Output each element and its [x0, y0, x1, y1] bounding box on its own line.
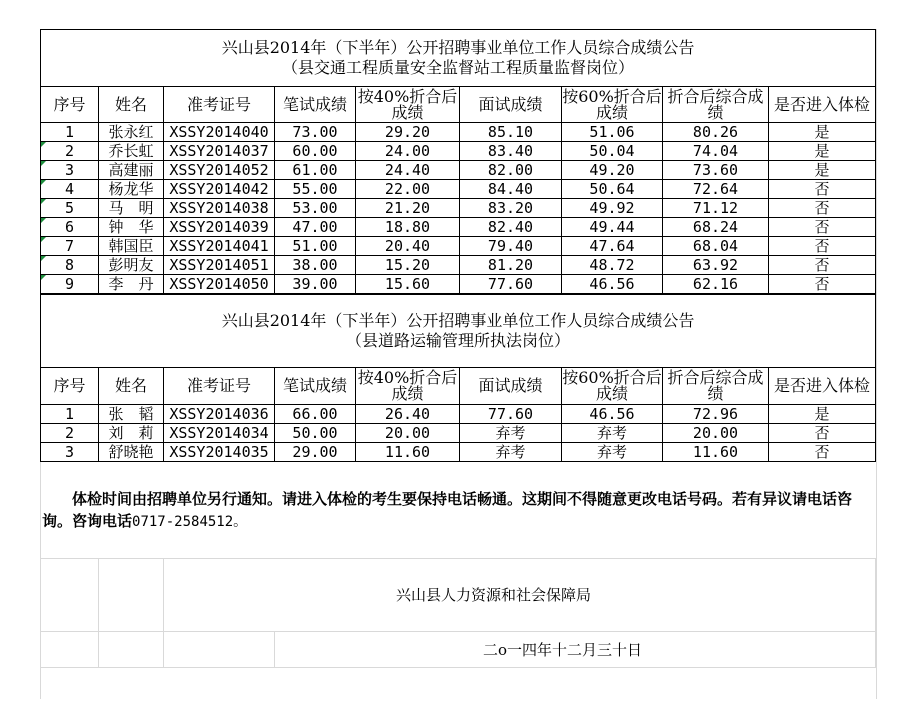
cell-physical-exam[interactable]: 是	[769, 161, 876, 180]
cell-name[interactable]: 乔长虹	[99, 142, 164, 161]
cell-60pct-score[interactable]: 46.56	[562, 275, 663, 294]
cell-interview-score[interactable]: 81.20	[460, 256, 562, 275]
cell-40pct-score[interactable]: 29.20	[356, 123, 460, 142]
cell-seq[interactable]: 4	[41, 180, 99, 199]
footer-organization: 兴山县人力资源和社会保障局	[164, 559, 876, 632]
footer-block	[40, 558, 876, 668]
cell-exam-id[interactable]: XSSY2014039	[164, 218, 275, 237]
header-seq: 序号	[41, 87, 99, 123]
cell-physical-exam[interactable]: 否	[769, 275, 876, 294]
header-exam-id: 准考证号	[164, 368, 275, 405]
cell-physical-exam[interactable]: 是	[769, 142, 876, 161]
cell-written-score[interactable]: 73.00	[275, 123, 356, 142]
cell-60pct-score[interactable]: 47.64	[562, 237, 663, 256]
table-row	[41, 161, 876, 180]
cell-60pct-score[interactable]: 弃考	[562, 443, 663, 462]
table-row	[41, 142, 876, 161]
footer-empty-cell[interactable]	[41, 632, 99, 668]
cell-total-score[interactable]: 71.12	[663, 199, 769, 218]
cell-60pct-score[interactable]: 46.56	[562, 405, 663, 424]
cell-total-score[interactable]: 11.60	[663, 443, 769, 462]
cell-written-score[interactable]: 29.00	[275, 443, 356, 462]
cell-physical-exam[interactable]: 否	[769, 199, 876, 218]
footer-empty-cell[interactable]	[99, 632, 164, 668]
cell-seq[interactable]: 2	[41, 142, 99, 161]
cell-name[interactable]: 彭明友	[99, 256, 164, 275]
cell-physical-exam[interactable]: 否	[769, 443, 876, 462]
cell-written-score[interactable]: 66.00	[275, 405, 356, 424]
cell-interview-score[interactable]: 83.20	[460, 199, 562, 218]
cell-total-score[interactable]: 62.16	[663, 275, 769, 294]
cell-seq[interactable]: 2	[41, 424, 99, 443]
cell-name[interactable]: 张永红	[99, 123, 164, 142]
cell-written-score[interactable]: 39.00	[275, 275, 356, 294]
cell-40pct-score[interactable]: 18.80	[356, 218, 460, 237]
header-physical-exam: 是否进入体检	[769, 368, 876, 405]
table-row	[41, 405, 876, 424]
table-row	[41, 237, 876, 256]
table-row	[41, 256, 876, 275]
header-written-score: 笔试成绩	[275, 87, 356, 123]
table-row	[41, 275, 876, 294]
cell-physical-exam[interactable]: 否	[769, 218, 876, 237]
cell-interview-score[interactable]: 84.40	[460, 180, 562, 199]
cell-total-score[interactable]: 72.64	[663, 180, 769, 199]
cell-seq[interactable]: 5	[41, 199, 99, 218]
cell-name[interactable]: 高建丽	[99, 161, 164, 180]
cell-40pct-score[interactable]: 24.40	[356, 161, 460, 180]
cell-written-score[interactable]: 60.00	[275, 142, 356, 161]
cell-seq[interactable]: 7	[41, 237, 99, 256]
cell-60pct-score[interactable]: 50.04	[562, 142, 663, 161]
header-40pct-score: 按40%折合后成绩	[356, 87, 460, 123]
cell-seq[interactable]: 3	[41, 443, 99, 462]
spreadsheet	[40, 29, 875, 668]
header-total-score: 折合后综合成绩	[663, 368, 769, 405]
cell-name[interactable]: 韩国臣	[99, 237, 164, 256]
cell-40pct-score[interactable]: 15.60	[356, 275, 460, 294]
cell-40pct-score[interactable]: 22.00	[356, 180, 460, 199]
table-1-title-line2: （县交通工程质量安全监督站工程质量监督岗位）	[282, 58, 635, 77]
footer-empty-cell[interactable]	[99, 559, 164, 632]
cell-seq[interactable]: 3	[41, 161, 99, 180]
notice-text	[40, 462, 875, 558]
cell-seq[interactable]: 1	[41, 405, 99, 424]
score-table-1	[40, 29, 876, 294]
cell-total-score[interactable]: 68.24	[663, 218, 769, 237]
cell-total-score[interactable]: 80.26	[663, 123, 769, 142]
table-2-header-row	[41, 368, 876, 405]
cell-40pct-score[interactable]: 20.00	[356, 424, 460, 443]
cell-total-score[interactable]: 73.60	[663, 161, 769, 180]
header-interview-score: 面试成绩	[460, 368, 562, 405]
cell-total-score[interactable]: 20.00	[663, 424, 769, 443]
cell-physical-exam[interactable]: 否	[769, 237, 876, 256]
header-60pct-score: 按60%折合后成绩	[562, 86, 662, 122]
cell-60pct-score[interactable]: 弃考	[562, 424, 663, 443]
cell-physical-exam[interactable]: 否	[769, 256, 876, 275]
table-row	[41, 424, 876, 443]
header-name: 姓名	[99, 87, 164, 123]
cell-40pct-score[interactable]: 26.40	[356, 405, 460, 424]
header-name: 姓名	[99, 368, 164, 405]
cell-written-score[interactable]: 47.00	[275, 218, 356, 237]
cell-exam-id[interactable]: XSSY2014037	[164, 142, 275, 161]
cell-40pct-score[interactable]: 21.20	[356, 199, 460, 218]
table-2-title-line2: （县道路运输管理所执法岗位）	[346, 331, 571, 350]
cell-exam-id[interactable]: XSSY2014036	[164, 405, 275, 424]
cell-40pct-score[interactable]: 15.20	[356, 256, 460, 275]
header-interview-score: 面试成绩	[460, 87, 562, 123]
cell-exam-id[interactable]: XSSY2014040	[164, 123, 275, 142]
cell-seq[interactable]: 9	[41, 275, 99, 294]
table-2-title-line1: 兴山县2014年（下半年）公开招聘事业单位工作人员综合成绩公告	[221, 311, 695, 330]
cell-physical-exam[interactable]: 是	[769, 123, 876, 142]
cell-physical-exam[interactable]: 否	[769, 424, 876, 443]
header-written-score: 笔试成绩	[275, 368, 356, 405]
score-table-2	[40, 294, 876, 462]
cell-interview-score[interactable]: 79.40	[460, 237, 562, 256]
cell-60pct-score[interactable]: 51.06	[562, 123, 663, 142]
header-60pct-score: 按60%折合后成绩	[562, 368, 662, 403]
cell-interview-score[interactable]: 弃考	[460, 443, 562, 462]
table-row	[41, 443, 876, 462]
footer-empty-cell[interactable]	[164, 632, 275, 668]
notice-bold-text: 体检时间由招聘单位另行通知。请进入体检的考生要保持电话畅通。这期间不得随意更改电话号码。若有异议请电话咨询。咨询电话	[42, 489, 853, 530]
header-total-score: 折合后综合成绩	[663, 87, 769, 123]
table-row	[41, 180, 876, 199]
cell-written-score[interactable]: 50.00	[275, 424, 356, 443]
table-1-title	[41, 30, 876, 87]
table-1-header-row	[41, 87, 876, 123]
cell-60pct-score[interactable]: 49.92	[562, 199, 663, 218]
cell-60pct-score[interactable]: 49.20	[562, 161, 663, 180]
cell-40pct-score[interactable]: 11.60	[356, 443, 460, 462]
cell-written-score[interactable]: 61.00	[275, 161, 356, 180]
cell-name[interactable]: 刘 莉	[99, 424, 164, 443]
notice-block	[40, 462, 875, 558]
cell-interview-score[interactable]: 弃考	[460, 424, 562, 443]
cell-name[interactable]: 李 丹	[99, 275, 164, 294]
cell-written-score[interactable]: 55.00	[275, 180, 356, 199]
cell-exam-id[interactable]: XSSY2014034	[164, 424, 275, 443]
cell-40pct-score[interactable]: 20.40	[356, 237, 460, 256]
cell-interview-score[interactable]: 77.60	[460, 405, 562, 424]
cell-40pct-score[interactable]: 24.00	[356, 142, 460, 161]
cell-seq[interactable]: 6	[41, 218, 99, 237]
cell-interview-score[interactable]: 77.60	[460, 275, 562, 294]
cell-exam-id[interactable]: XSSY2014038	[164, 199, 275, 218]
cell-exam-id[interactable]: XSSY2014042	[164, 180, 275, 199]
header-exam-id: 准考证号	[164, 87, 275, 123]
cell-interview-score[interactable]: 83.40	[460, 142, 562, 161]
cell-interview-score[interactable]: 82.40	[460, 218, 562, 237]
cell-exam-id[interactable]: XSSY2014051	[164, 256, 275, 275]
cell-name[interactable]: 马 明	[99, 199, 164, 218]
cell-written-score[interactable]: 38.00	[275, 256, 356, 275]
cell-written-score[interactable]: 53.00	[275, 199, 356, 218]
cell-total-score[interactable]: 68.04	[663, 237, 769, 256]
cell-name[interactable]: 舒晓艳	[99, 443, 164, 462]
cell-name[interactable]: 钟 华	[99, 218, 164, 237]
cell-exam-id[interactable]: XSSY2014052	[164, 161, 275, 180]
cell-exam-id[interactable]: XSSY2014041	[164, 237, 275, 256]
header-40pct-score: 按40%折合后成绩	[356, 368, 460, 405]
footer-date: 二o一四年十二月三十日	[275, 632, 876, 668]
cell-total-score[interactable]: 74.04	[663, 142, 769, 161]
table-2-title	[41, 295, 876, 368]
cell-60pct-score[interactable]: 48.72	[562, 256, 663, 275]
cell-exam-id[interactable]: XSSY2014050	[164, 275, 275, 294]
cell-physical-exam[interactable]: 否	[769, 180, 876, 199]
table-row	[41, 218, 876, 237]
cell-total-score[interactable]: 72.96	[663, 405, 769, 424]
cell-exam-id[interactable]: XSSY2014035	[164, 443, 275, 462]
footer-empty-cell[interactable]	[41, 559, 99, 632]
cell-interview-score[interactable]: 82.00	[460, 161, 562, 180]
cell-name[interactable]: 张 韬	[99, 405, 164, 424]
cell-interview-score[interactable]: 85.10	[460, 123, 562, 142]
notice-phone: 0717-2584512。	[132, 513, 248, 530]
header-seq: 序号	[41, 368, 99, 405]
table-1-title-line1: 兴山县2014年（下半年）公开招聘事业单位工作人员综合成绩公告	[221, 38, 695, 57]
cell-written-score[interactable]: 51.00	[275, 237, 356, 256]
cell-name[interactable]: 杨龙华	[99, 180, 164, 199]
table-row	[41, 199, 876, 218]
cell-seq[interactable]: 8	[41, 256, 99, 275]
cell-60pct-score[interactable]: 50.64	[562, 180, 663, 199]
cell-physical-exam[interactable]: 是	[769, 405, 876, 424]
header-physical-exam: 是否进入体检	[769, 87, 876, 123]
cell-seq[interactable]: 1	[41, 123, 99, 142]
cell-total-score[interactable]: 63.92	[663, 256, 769, 275]
table-row	[41, 123, 876, 142]
cell-60pct-score[interactable]: 49.44	[562, 218, 663, 237]
